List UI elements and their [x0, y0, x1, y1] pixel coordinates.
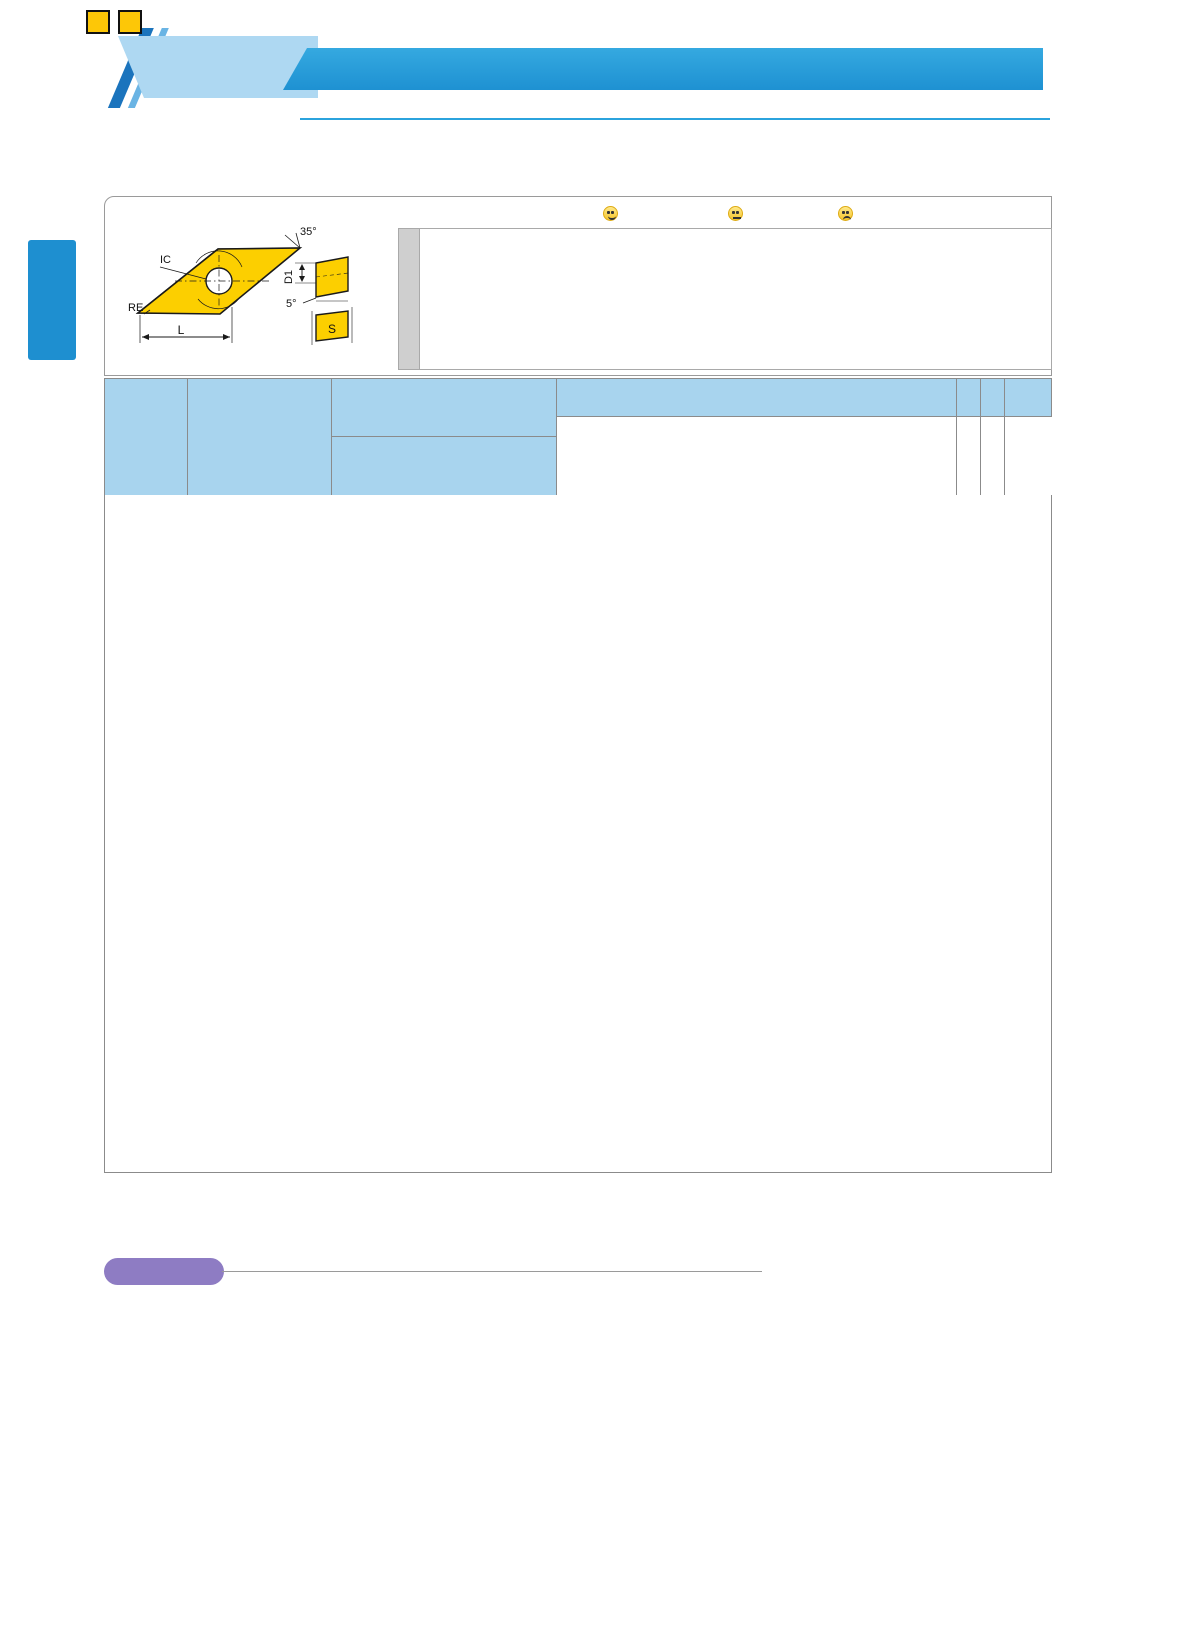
- condition-legend-good: [603, 206, 620, 221]
- coated-carbide-caption: [557, 379, 956, 417]
- col-header-model: [188, 379, 332, 495]
- carbide-caption: [1005, 379, 1052, 417]
- shape-code-box-2: [118, 10, 142, 34]
- col-header-shape: [105, 379, 188, 495]
- shape-code-box-1: [86, 10, 110, 34]
- insert-specification-table: [104, 378, 1052, 1173]
- condition-legend-normal: [728, 206, 745, 221]
- col-header-coated-cermet: [981, 379, 1005, 495]
- condition-legend: [398, 204, 1052, 226]
- insert-technical-drawing: [120, 215, 400, 370]
- table-header-row: [105, 379, 1051, 495]
- col-header-carbide: [1005, 379, 1052, 495]
- symbol-legend: [104, 1184, 1052, 1206]
- col-header-coated-carbide: [557, 379, 957, 495]
- svg-text:5°: 5°: [286, 298, 297, 310]
- svg-text:35°: 35°: [300, 226, 317, 238]
- dimension-subcolumns: [332, 437, 556, 495]
- workpiece-material-matrix: [398, 228, 1052, 370]
- smiley-good-icon: [603, 206, 618, 221]
- applicable-tools-header: [104, 1258, 224, 1285]
- svg-text:IC: IC: [160, 254, 171, 266]
- tools-divider: [222, 1271, 762, 1272]
- material-rows: [420, 228, 1052, 370]
- smiley-neutral-icon: [728, 206, 743, 221]
- coated-cermet-caption: [981, 379, 1004, 417]
- header-title-band: [283, 48, 1043, 90]
- dimensions-caption: [332, 379, 556, 437]
- svg-text:L: L: [177, 323, 185, 337]
- header-rule-secondary: [595, 118, 1050, 120]
- smiley-sad-icon: [838, 206, 853, 221]
- svg-text:RE: RE: [128, 302, 144, 314]
- sidebar-tab[interactable]: [28, 240, 76, 360]
- grade-column-headers: [557, 417, 956, 495]
- svg-text:S: S: [327, 322, 337, 336]
- cermet-caption: [957, 379, 980, 417]
- col-header-dimensions: [332, 379, 557, 495]
- page-header: [0, 0, 1200, 150]
- material-axis-label: [398, 228, 420, 370]
- tool-list: [104, 1300, 1054, 1430]
- condition-legend-poor: [838, 206, 855, 221]
- svg-text:D1: D1: [283, 269, 295, 285]
- col-header-cermet: [957, 379, 981, 495]
